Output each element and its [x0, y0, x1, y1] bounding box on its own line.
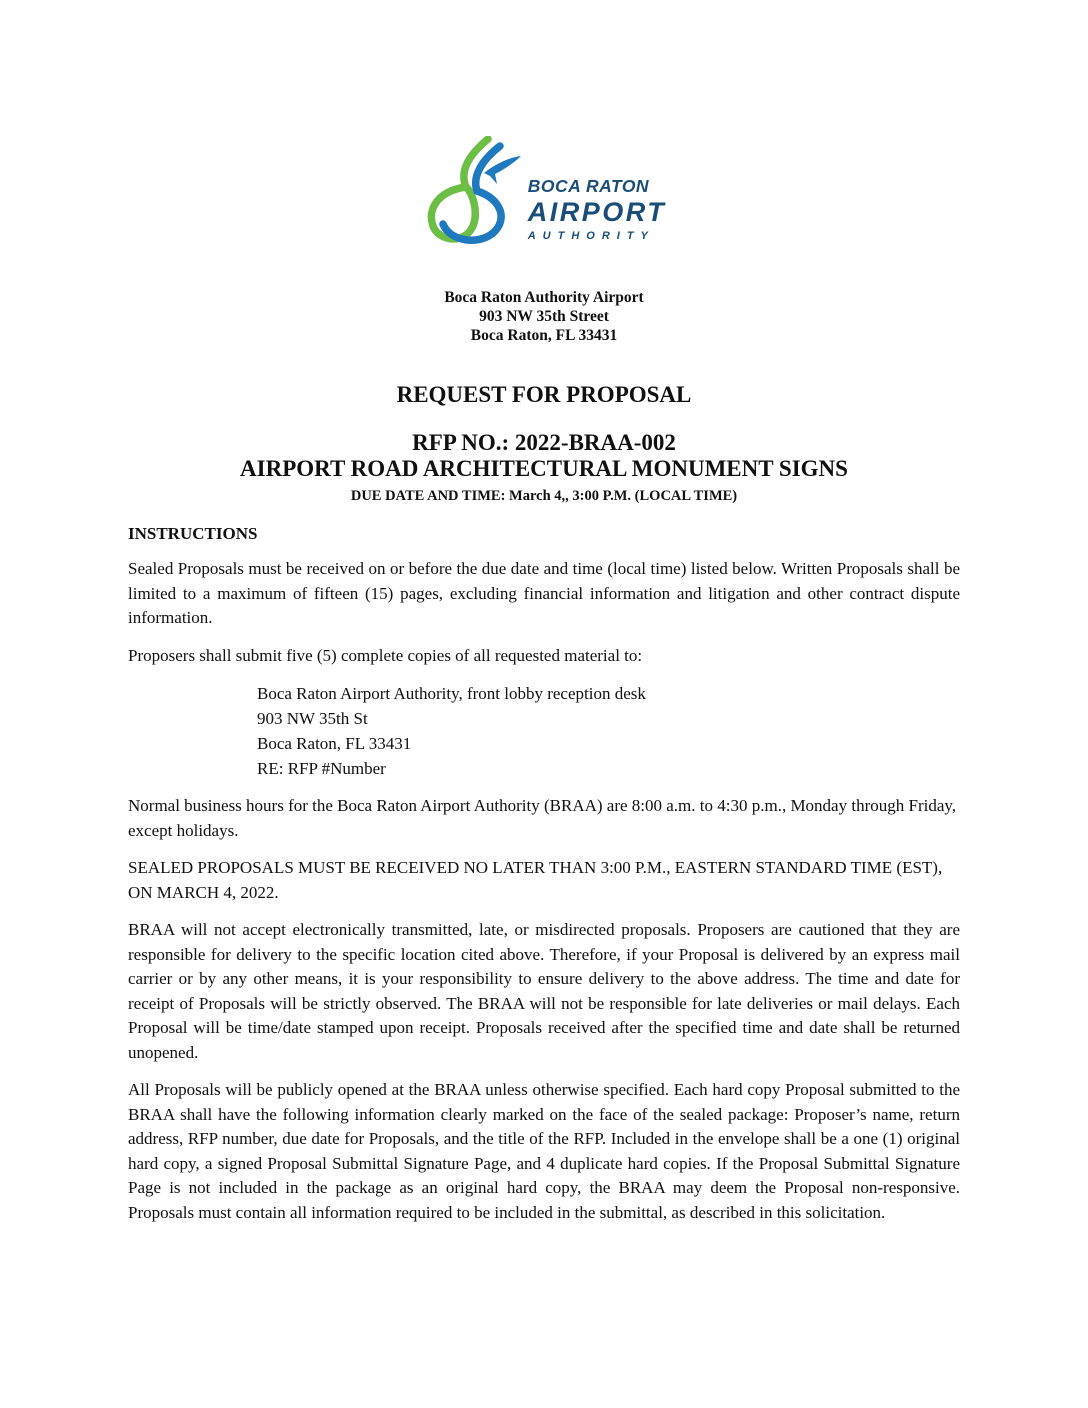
logo-brand-line2: AIRPORT	[527, 196, 667, 227]
logo-swoosh-mark-icon	[422, 136, 522, 248]
address-line-city: Boca Raton, FL 33431	[470, 327, 618, 344]
authority-address-block	[128, 288, 960, 345]
logo-brand-line1: BOCA RATON	[527, 176, 650, 196]
logo-brand-line3: AUTHORITY	[527, 229, 655, 242]
rfp-subject: AIRPORT ROAD ARCHITECTURAL MONUMENT SIGNS	[240, 456, 848, 481]
paragraph-opening-requirements: All Proposals will be publicly opened at the BRAA unless otherwise specified. Each hard copy Proposal submitted to the BRAA shall have the following information clearly marked on the face of the sealed package: Proposer’s name, return address, RFP number, due date for Proposals, and the title of the RFP. Included in the envelope shall be a one (1) original hard copy, a signed Proposal Submittal Signature Page, and 4 duplicate hard copies. If the Proposal Submittal Signature Page is not included in the package as an original hard copy, the BRAA may deem the Proposal non-responsive. Proposals must contain all information required to be included in the submittal, as described in this solicitation.	[128, 1080, 960, 1222]
submission-address-line-desk: Boca Raton Airport Authority, front lobby reception desk	[257, 684, 646, 703]
paragraph-business-hours: Normal business hours for the Boca Raton Airport Authority (BRAA) are 8:00 a.m. to 4:30 p.m., Monday through Friday, except holidays.	[128, 796, 957, 840]
paragraph-submit-copies: Proposers shall submit five (5) complete copies of all requested material to:	[128, 645, 643, 665]
paragraph-delivery-policy: BRAA will not accept electronically transmitted, late, or misdirected proposals. Proposers are cautioned that they are responsible for delivery to the specific location cited above. Therefore, if your Proposal is delivered by an express mail carrier or by any other means, it is your responsibility to ensure delivery to the above address. The time and date for receipt of Proposals will be strictly observed. The BRAA will not be responsible for late deliveries or mail delays. Each Proposal will be time/date stamped upon receipt. Proposals received after the specified time and date shall be returned unopened.	[128, 920, 960, 1062]
submission-address-line-street: 903 NW 35th St	[257, 709, 368, 728]
due-date-line: DUE DATE AND TIME: March 4,, 3:00 P.M. (LOCAL TIME)	[350, 488, 738, 504]
address-line-name: Boca Raton Authority Airport	[444, 289, 644, 306]
submission-address-line-re: RE: RFP #Number	[257, 759, 386, 778]
paragraph-sealed-proposals: Sealed Proposals must be received on or before the due date and time (local time) listed below. Written Proposals shall be limited to a maximum of fifteen (15) pages, excluding financial information and litigation and other contract dispute information.	[128, 559, 960, 627]
logo-wordmark	[528, 178, 667, 242]
document-title: REQUEST FOR PROPOSAL	[396, 382, 692, 407]
submission-address-line-city: Boca Raton, FL 33431	[257, 734, 412, 753]
logo-row	[128, 136, 960, 248]
submission-address-block	[257, 681, 960, 781]
rfp-number: RFP NO.: 2022-BRAA-002	[412, 430, 676, 455]
address-line-street: 903 NW 35th Street	[479, 308, 609, 325]
boca-raton-airport-authority-logo	[422, 136, 667, 248]
instructions-heading: INSTRUCTIONS	[128, 524, 258, 543]
paragraph-deadline: SEALED PROPOSALS MUST BE RECEIVED NO LATER THAN 3:00 P.M., EASTERN STANDARD TIME (EST), ON MARCH 4, 2022.	[128, 858, 943, 902]
